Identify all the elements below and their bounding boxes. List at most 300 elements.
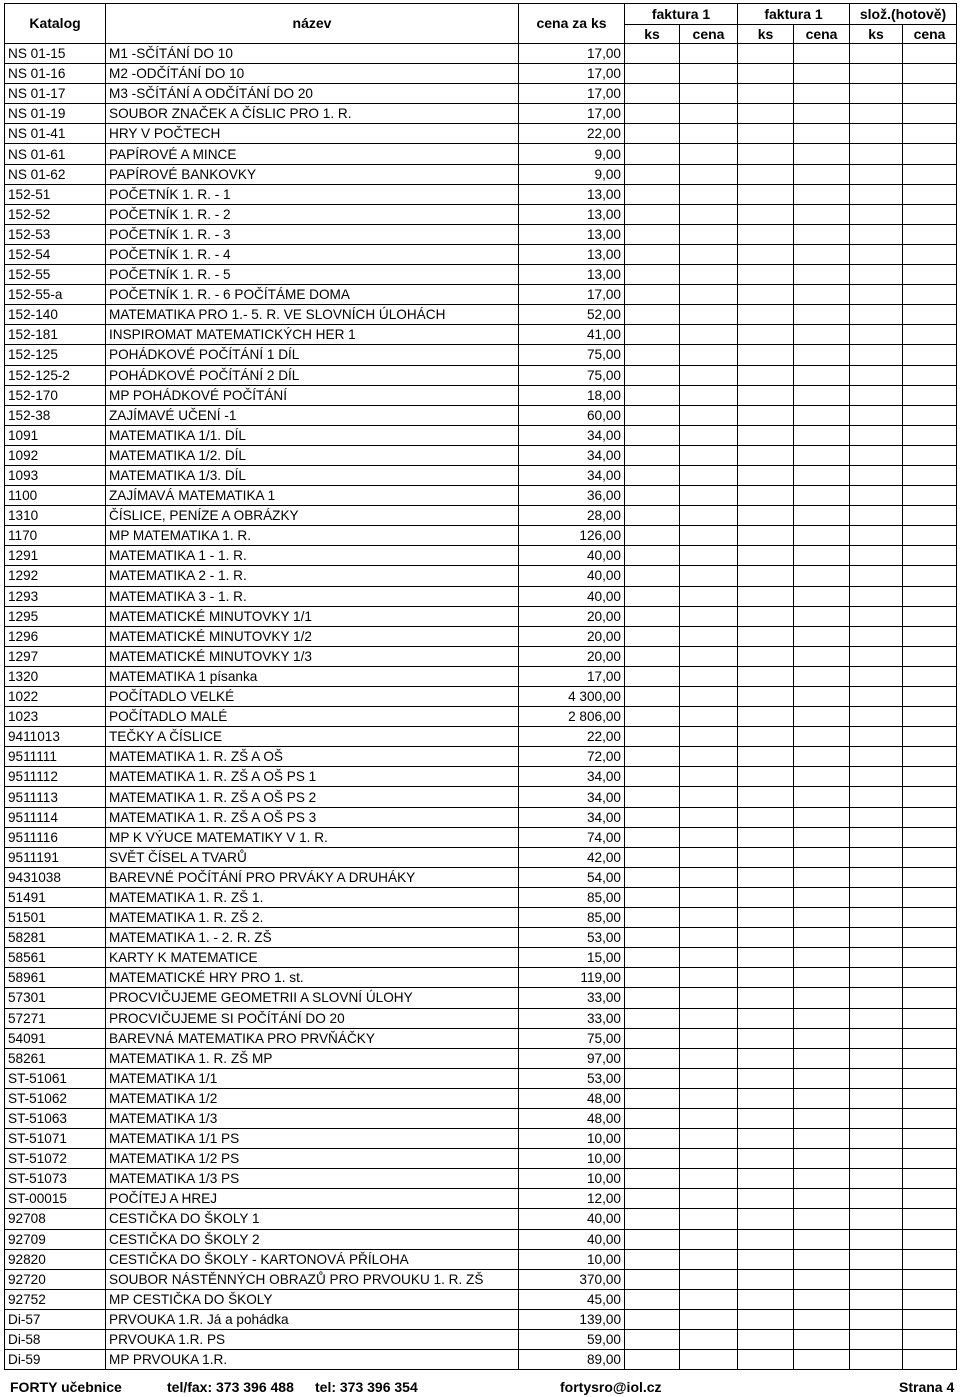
invoice1-price-cell [680,988,738,1008]
catalog-code-cell: 152-52 [5,204,106,224]
product-name-cell: ČÍSLICE, PENÍZE A OBRÁZKY [106,506,519,526]
invoice2-price-cell [794,305,850,325]
composite-price-cell [903,626,957,646]
composite-qty-cell [850,224,903,244]
invoice2-price-cell [794,1068,850,1088]
unit-price-cell: 4 300,00 [519,687,625,707]
product-name-cell: MATEMATIKA 1. R. ZŠ MP [106,1048,519,1068]
composite-price-cell [903,1309,957,1329]
invoice2-price-cell [794,486,850,506]
catalog-code-cell: ST-51062 [5,1088,106,1108]
composite-qty-cell [850,1048,903,1068]
invoice1-qty-cell [625,747,680,767]
table-row [5,526,957,546]
unit-price-cell: 52,00 [519,305,625,325]
composite-qty-cell [850,1309,903,1329]
invoice2-qty-cell [738,285,794,305]
product-name-cell: ZAJÍMAVÉ UČENÍ -1 [106,405,519,425]
product-name-cell: POHÁDKOVÉ POČÍTÁNÍ 1 DÍL [106,345,519,365]
composite-qty-cell [850,1129,903,1149]
composite-price-cell [903,1008,957,1028]
catalog-code-cell: 51491 [5,887,106,907]
catalog-code-cell: NS 01-17 [5,84,106,104]
invoice1-qty-cell [625,566,680,586]
invoice1-price-cell [680,1028,738,1048]
col-header-catalog: Katalog [5,4,106,44]
catalog-code-cell: NS 01-61 [5,144,106,164]
composite-price-cell [903,385,957,405]
composite-price-cell [903,1330,957,1350]
product-name-cell: MATEMATIKA 1/3 [106,1108,519,1128]
product-name-cell: MATEMATIKA 1/2 [106,1088,519,1108]
catalog-code-cell: 152-125 [5,345,106,365]
product-name-cell: POČETNÍK 1. R. - 1 [106,184,519,204]
composite-price-cell [903,506,957,526]
unit-price-cell: 126,00 [519,526,625,546]
invoice2-qty-cell [738,425,794,445]
composite-qty-cell [850,908,903,928]
table-row [5,184,957,204]
invoice2-price-cell [794,1129,850,1149]
composite-price-cell [903,1249,957,1269]
price-list-table [4,3,957,1370]
composite-qty-cell [850,948,903,968]
invoice1-price-cell [680,425,738,445]
composite-qty-cell [850,1169,903,1189]
product-name-cell: PRVOUKA 1.R. PS [106,1330,519,1350]
invoice2-price-cell [794,1088,850,1108]
unit-price-cell: 41,00 [519,325,625,345]
composite-qty-cell [850,44,903,64]
composite-qty-cell [850,807,903,827]
composite-price-cell [903,84,957,104]
product-name-cell: POČETNÍK 1. R. - 4 [106,244,519,264]
composite-qty-cell [850,204,903,224]
invoice2-qty-cell [738,1350,794,1370]
invoice2-price-cell [794,1269,850,1289]
invoice1-price-cell [680,606,738,626]
composite-price-cell [903,867,957,887]
table-row [5,1269,957,1289]
unit-price-cell: 15,00 [519,948,625,968]
unit-price-cell: 119,00 [519,968,625,988]
invoice2-price-cell [794,244,850,264]
invoice1-price-cell [680,44,738,64]
table-row [5,305,957,325]
invoice2-qty-cell [738,465,794,485]
table-row [5,486,957,506]
product-name-cell: MATEMATIKA 1/1 PS [106,1129,519,1149]
table-row [5,807,957,827]
invoice2-qty-cell [738,1249,794,1269]
composite-price-cell [903,887,957,907]
invoice1-price-cell [680,1330,738,1350]
invoice2-qty-cell [738,1028,794,1048]
unit-price-cell: 75,00 [519,365,625,385]
invoice1-qty-cell [625,807,680,827]
table-row [5,727,957,747]
invoice2-price-cell [794,687,850,707]
invoice2-price-cell [794,64,850,84]
composite-price-cell [903,1229,957,1249]
invoice1-price-cell [680,968,738,988]
composite-qty-cell [850,1249,903,1269]
invoice1-qty-cell [625,265,680,285]
invoice1-price-cell [680,526,738,546]
invoice2-price-cell [794,44,850,64]
invoice1-price-cell [680,887,738,907]
composite-qty-cell [850,265,903,285]
catalog-code-cell: 9411013 [5,727,106,747]
composite-price-cell [903,1028,957,1048]
table-row [5,606,957,626]
catalog-code-cell: 58961 [5,968,106,988]
invoice2-price-cell [794,144,850,164]
invoice1-qty-cell [625,1289,680,1309]
composite-price-cell [903,1048,957,1068]
table-row [5,767,957,787]
invoice2-qty-cell [738,867,794,887]
catalog-code-cell: 57271 [5,1008,106,1028]
invoice2-price-cell [794,164,850,184]
invoice2-qty-cell [738,1108,794,1128]
composite-qty-cell [850,666,903,686]
invoice2-qty-cell [738,646,794,666]
invoice2-qty-cell [738,626,794,646]
invoice2-price-cell [794,1169,850,1189]
unit-price-cell: 40,00 [519,586,625,606]
invoice1-qty-cell [625,445,680,465]
footer-telfax: tel/fax: 373 396 488 [167,1379,294,1395]
product-name-cell: MATEMATIKA 1 - 1. R. [106,546,519,566]
footer-tel: tel: 373 396 354 [315,1379,418,1395]
product-name-cell: MATEMATICKÉ HRY PRO 1. st. [106,968,519,988]
product-name-cell: MATEMATIKA 1/1 [106,1068,519,1088]
invoice1-price-cell [680,445,738,465]
composite-qty-cell [850,887,903,907]
invoice2-qty-cell [738,526,794,546]
composite-qty-cell [850,1350,903,1370]
table-row [5,1189,957,1209]
table-row [5,1108,957,1128]
product-name-cell: CESTIČKA DO ŠKOLY 2 [106,1229,519,1249]
table-row [5,506,957,526]
invoice1-price-cell [680,1149,738,1169]
invoice2-qty-cell [738,1229,794,1249]
composite-qty-cell [850,385,903,405]
product-name-cell: POČETNÍK 1. R. - 3 [106,224,519,244]
product-name-cell: M3 -SČÍTÁNÍ A ODČÍTÁNÍ DO 20 [106,84,519,104]
invoice2-price-cell [794,626,850,646]
invoice1-price-cell [680,265,738,285]
composite-qty-cell [850,1269,903,1289]
composite-price-cell [903,124,957,144]
invoice1-qty-cell [625,1330,680,1350]
invoice2-qty-cell [738,988,794,1008]
composite-price-cell [903,727,957,747]
catalog-code-cell: Di-59 [5,1350,106,1370]
composite-price-cell [903,707,957,727]
invoice1-qty-cell [625,325,680,345]
invoice2-price-cell [794,1189,850,1209]
catalog-code-cell: ST-00015 [5,1189,106,1209]
table-row [5,948,957,968]
invoice1-qty-cell [625,224,680,244]
composite-price-cell [903,204,957,224]
invoice2-qty-cell [738,787,794,807]
catalog-code-cell: 51501 [5,908,106,928]
invoice1-price-cell [680,1229,738,1249]
invoice2-price-cell [794,365,850,385]
invoice1-price-cell [680,747,738,767]
invoice1-qty-cell [625,204,680,224]
invoice1-price-cell [680,847,738,867]
table-row [5,666,957,686]
unit-price-cell: 75,00 [519,345,625,365]
invoice1-price-cell [680,727,738,747]
composite-price-cell [903,184,957,204]
product-name-cell: M1 -SČÍTÁNÍ DO 10 [106,44,519,64]
composite-price-cell [903,285,957,305]
invoice2-qty-cell [738,847,794,867]
catalog-code-cell: NS 01-16 [5,64,106,84]
composite-price-cell [903,807,957,827]
unit-price-cell: 13,00 [519,184,625,204]
composite-qty-cell [850,586,903,606]
unit-price-cell: 74,00 [519,827,625,847]
composite-price-cell [903,44,957,64]
composite-qty-cell [850,566,903,586]
invoice1-qty-cell [625,425,680,445]
invoice1-qty-cell [625,827,680,847]
invoice2-qty-cell [738,1149,794,1169]
invoice1-price-cell [680,767,738,787]
catalog-code-cell: 1291 [5,546,106,566]
invoice1-price-cell [680,224,738,244]
invoice1-price-cell [680,405,738,425]
product-name-cell: MATEMATIKA 1. R. ZŠ A OŠ [106,747,519,767]
table-row [5,465,957,485]
invoice1-price-cell [680,84,738,104]
product-name-cell: MATEMATIKA PRO 1.- 5. R. VE SLOVNÍCH ÚLOHÁCH [106,305,519,325]
catalog-code-cell: 1093 [5,465,106,485]
invoice1-qty-cell [625,1169,680,1189]
table-row [5,1229,957,1249]
composite-price-cell [903,1350,957,1370]
product-name-cell: PRVOUKA 1.R. Já a pohádka [106,1309,519,1329]
unit-price-cell: 89,00 [519,1350,625,1370]
unit-price-cell: 34,00 [519,465,625,485]
invoice2-price-cell [794,1330,850,1350]
catalog-code-cell: ST-51063 [5,1108,106,1128]
composite-qty-cell [850,506,903,526]
invoice2-qty-cell [738,1189,794,1209]
invoice1-qty-cell [625,1048,680,1068]
unit-price-cell: 85,00 [519,908,625,928]
invoice2-price-cell [794,646,850,666]
invoice1-qty-cell [625,506,680,526]
invoice2-qty-cell [738,325,794,345]
unit-price-cell: 17,00 [519,104,625,124]
product-name-cell: MP MATEMATIKA 1. R. [106,526,519,546]
table-row [5,908,957,928]
invoice1-price-cell [680,827,738,847]
invoice1-qty-cell [625,767,680,787]
composite-price-cell [903,1149,957,1169]
composite-qty-cell [850,1189,903,1209]
product-name-cell: POHÁDKOVÉ POČÍTÁNÍ 2 DÍL [106,365,519,385]
composite-qty-cell [850,445,903,465]
unit-price-cell: 45,00 [519,1289,625,1309]
composite-qty-cell [850,345,903,365]
catalog-code-cell: 9511191 [5,847,106,867]
table-row [5,566,957,586]
invoice1-price-cell [680,1068,738,1088]
product-name-cell: MATEMATIKA 1. R. ZŠ 2. [106,908,519,928]
catalog-code-cell: 152-140 [5,305,106,325]
table-row [5,84,957,104]
unit-price-cell: 13,00 [519,204,625,224]
invoice2-qty-cell [738,827,794,847]
invoice1-price-cell [680,666,738,686]
composite-qty-cell [850,968,903,988]
invoice2-qty-cell [738,506,794,526]
invoice1-qty-cell [625,486,680,506]
invoice1-qty-cell [625,908,680,928]
invoice2-qty-cell [738,164,794,184]
invoice1-price-cell [680,385,738,405]
catalog-code-cell: 92752 [5,1289,106,1309]
invoice1-qty-cell [625,285,680,305]
table-row [5,265,957,285]
composite-qty-cell [850,124,903,144]
invoice1-price-cell [680,626,738,646]
product-name-cell: PROCVIČUJEME GEOMETRII A SLOVNÍ ÚLOHY [106,988,519,1008]
invoice2-price-cell [794,285,850,305]
composite-price-cell [903,847,957,867]
composite-qty-cell [850,646,903,666]
invoice2-price-cell [794,566,850,586]
catalog-code-cell: 1295 [5,606,106,626]
subheader-cena: cena [903,25,957,44]
composite-qty-cell [850,1008,903,1028]
invoice1-price-cell [680,1189,738,1209]
invoice2-price-cell [794,1149,850,1169]
catalog-code-cell: NS 01-41 [5,124,106,144]
invoice1-qty-cell [625,305,680,325]
table-row [5,425,957,445]
unit-price-cell: 2 806,00 [519,707,625,727]
table-row [5,345,957,365]
invoice2-qty-cell [738,104,794,124]
composite-qty-cell [850,425,903,445]
product-name-cell: POČETNÍK 1. R. - 5 [106,265,519,285]
table-row [5,1169,957,1189]
footer-page-number: Strana 4 [899,1379,955,1395]
unit-price-cell: 60,00 [519,405,625,425]
composite-qty-cell [850,1068,903,1088]
table-row [5,1289,957,1309]
catalog-code-cell: 1310 [5,506,106,526]
unit-price-cell: 59,00 [519,1330,625,1350]
invoice1-qty-cell [625,988,680,1008]
composite-price-cell [903,305,957,325]
catalog-code-cell: 9511116 [5,827,106,847]
invoice1-qty-cell [625,867,680,887]
invoice1-price-cell [680,707,738,727]
composite-price-cell [903,546,957,566]
invoice2-price-cell [794,506,850,526]
product-name-cell: MATEMATIKA 1/2 PS [106,1149,519,1169]
invoice2-qty-cell [738,707,794,727]
product-name-cell: MATEMATIKA 1. R. ZŠ 1. [106,887,519,907]
composite-price-cell [903,345,957,365]
invoice1-qty-cell [625,847,680,867]
footer-company: FORTY učebnice [10,1379,122,1395]
invoice2-qty-cell [738,184,794,204]
invoice1-qty-cell [625,365,680,385]
composite-price-cell [903,1189,957,1209]
product-name-cell: POČÍTADLO MALÉ [106,707,519,727]
product-name-cell: BAREVNÉ POČÍTÁNÍ PRO PRVÁKY A DRUHÁKY [106,867,519,887]
invoice2-price-cell [794,445,850,465]
invoice2-price-cell [794,1048,850,1068]
invoice2-price-cell [794,1249,850,1269]
invoice1-qty-cell [625,1189,680,1209]
unit-price-cell: 40,00 [519,1229,625,1249]
composite-price-cell [903,988,957,1008]
product-name-cell: MATEMATIKA 1/3 PS [106,1169,519,1189]
invoice1-price-cell [680,867,738,887]
composite-qty-cell [850,827,903,847]
composite-price-cell [903,1269,957,1289]
unit-price-cell: 33,00 [519,988,625,1008]
table-row [5,244,957,264]
table-row [5,1149,957,1169]
invoice2-qty-cell [738,948,794,968]
invoice1-price-cell [680,244,738,264]
product-name-cell: SOUBOR ZNAČEK A ČÍSLIC PRO 1. R. [106,104,519,124]
invoice2-price-cell [794,1289,850,1309]
composite-price-cell [903,666,957,686]
invoice1-qty-cell [625,385,680,405]
composite-price-cell [903,104,957,124]
catalog-code-cell: Di-57 [5,1309,106,1329]
product-name-cell: POČETNÍK 1. R. - 2 [106,204,519,224]
catalog-code-cell: NS 01-62 [5,164,106,184]
invoice1-price-cell [680,687,738,707]
catalog-code-cell: ST-51073 [5,1169,106,1189]
invoice2-price-cell [794,405,850,425]
composite-price-cell [903,566,957,586]
invoice2-price-cell [794,767,850,787]
invoice1-price-cell [680,1209,738,1229]
col-header-price: cena za ks [519,4,625,44]
composite-price-cell [903,1169,957,1189]
composite-price-cell [903,1088,957,1108]
table-row [5,285,957,305]
table-row [5,1350,957,1370]
invoice2-price-cell [794,1209,850,1229]
composite-qty-cell [850,365,903,385]
catalog-code-cell: 1320 [5,666,106,686]
catalog-code-cell: 92709 [5,1229,106,1249]
catalog-code-cell: 152-170 [5,385,106,405]
invoice2-qty-cell [738,1129,794,1149]
invoice2-qty-cell [738,1008,794,1028]
table-row [5,144,957,164]
table-row [5,405,957,425]
